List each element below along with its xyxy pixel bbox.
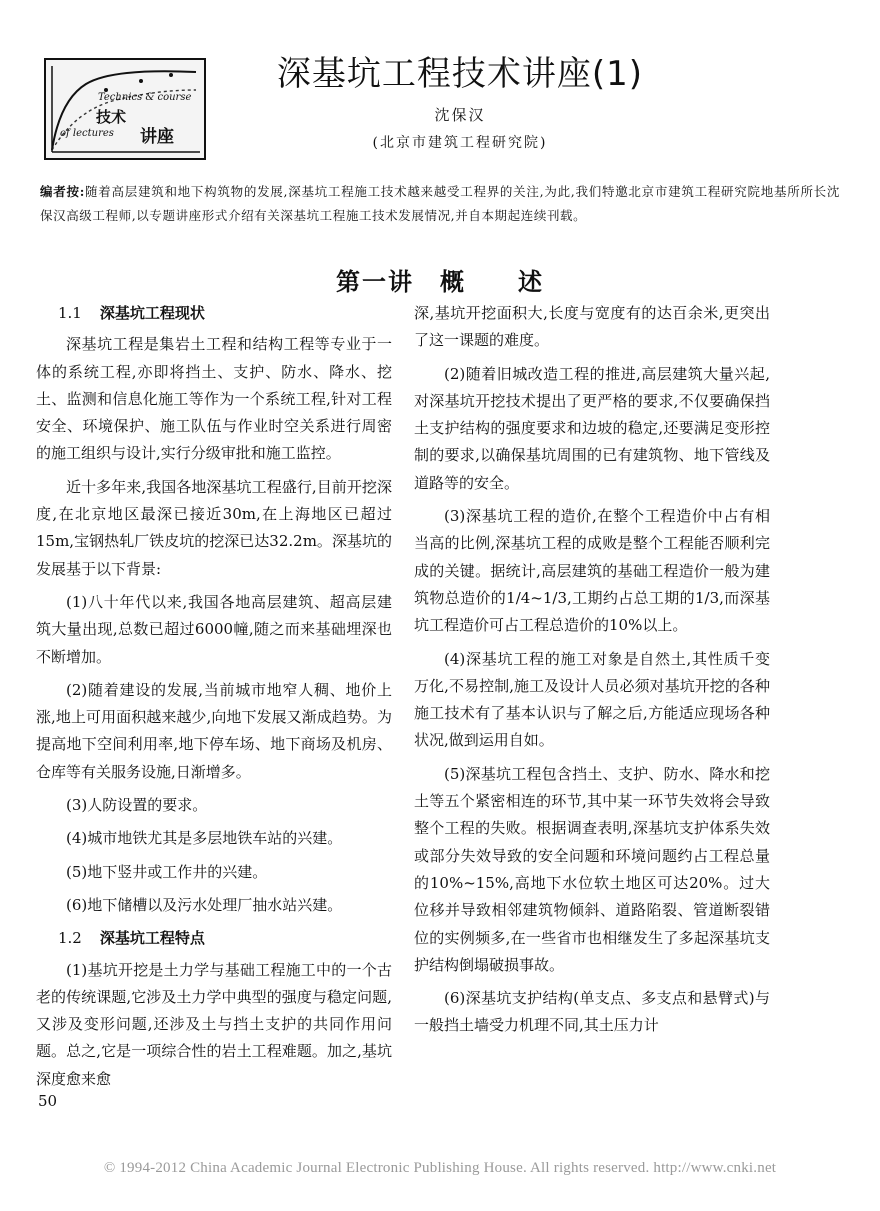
lecture-heading: 第一讲 概 述	[336, 268, 544, 296]
logo-english-line1: Technics & course	[98, 92, 192, 103]
body-paragraph: (6)深基坑支护结构(单支点、多支点和悬臂式)与一般挡土墙受力机理不同,其土压力计	[414, 989, 770, 1035]
logo-chinese-line2: 讲座	[140, 127, 174, 147]
body-paragraph: (6)地下储槽以及污水处理厂抽水站兴建。	[66, 895, 343, 914]
editor-note-lead: 编者按:	[40, 184, 85, 199]
section-heading	[36, 925, 392, 952]
body-paragraph: (4)城市地铁尤其是多层地铁车站的兴建。	[66, 829, 343, 848]
copyright-footer: © 1994-2012 China Academic Journal Electronic Publishing House. All rights reserved. http://www.cnki.net	[103, 1160, 777, 1176]
section-title: 深基坑工程特点	[99, 929, 205, 948]
body-paragraph: 深基坑工程是集岩土工程和结构工程等专业于一体的系统工程,亦即将挡土、支护、防水、降水、挖土、监测和信息化施工等作为一个系统工程,针对工程安全、环境保护、施工队伍与作业时空关系进行周密的施工组织与设计,实行分级审批和施工监控。	[36, 335, 392, 463]
author-name: 沈保汉	[434, 106, 486, 124]
body-paragraph: (1)八十年代以来,我国各地高层建筑、超高层建筑大量出现,总数已超过6000幢,随之而来基础埋深也不断增加。	[36, 592, 392, 666]
body-paragraph: (2)随着建设的发展,当前城市地窄人稠、地价上涨,地上可用面积越来越少,向地下发展又渐成趋势。为提高地下空间利用率,地下停车场、地下商场及机房、仓库等有关服务设施,日渐增多。	[36, 680, 392, 781]
author-affiliation: (北京市建筑工程研究院)	[372, 135, 548, 151]
body-paragraph: (4)深基坑工程的施工对象是自然土,其性质千变万化,不易控制,施工及设计人员必须对基坑开挖的各种施工技术有了基本认识与了解之后,方能适应现场各种状况,做到运用自如。	[414, 649, 770, 750]
body-paragraph: 近十多年来,我国各地深基坑工程盛行,目前开挖深度,在北京地区最深已接近30m,在上海地区已超过15m,宝钢热轧厂铁皮坑的挖深已达32.2m。深基坑的发展基于以下背景:	[36, 477, 392, 578]
body-paragraph: (3)人防设置的要求。	[66, 796, 208, 815]
right-text-column	[414, 300, 770, 1046]
body-paragraph: (1)基坑开挖是土力学与基础工程施工中的一个古老的传统课题,它涉及土力学中典型的强度与稳定问题,又涉及变形问题,还涉及土与挡土支护的共同作用问题。总之,它是一项综合性的岩土工程难题。加之,基坑深度愈来愈	[36, 960, 392, 1088]
section-number: 1.1	[58, 304, 82, 322]
left-text-column	[36, 300, 392, 1099]
body-paragraph: (3)深基坑工程的造价,在整个工程造价中占有相当高的比例,深基坑工程的成败是整个工程能否顺利完成的关键。据统计,高层建筑的基础工程造价一般为建筑物总造价的1/4~1/3,工期约占总工期的1/3,而深基坑工程造价可占工程总造价的10%以上。	[414, 507, 770, 635]
section-title: 深基坑工程现状	[99, 304, 205, 322]
body-paragraph: (5)深基坑工程包含挡土、支护、防水、降水和挖土等五个紧密相连的环节,其中某一环节失效将会导致整个工程的失败。根据调查表明,深基坑支护体系失效或部分失效导致的安全问题和环境问题约占工程总量的10%~15%,高地下水位软土地区可达20%。过大位移并导致相邻建筑物倾斜、道路陷裂、管道断裂错位的实例频多,在一些省市也相继发生了多起深基坑支护结构倒塌破损事故。	[414, 764, 770, 974]
logo-english-line2: of lectures	[60, 128, 114, 139]
editor-note	[40, 180, 840, 228]
page-number: 50	[38, 1092, 58, 1110]
body-paragraph: (2)随着旧城改造工程的推进,高层建筑大量兴起,对深基坑开挖技术提出了更严格的要求,不仅要确保挡土支护结构的强度要求和边坡的稳定,还要满足变形控制的要求,以确保基坑周围的已有建筑物、地下管线及道路等的安全。	[414, 364, 770, 492]
body-paragraph: 深,基坑开挖面积大,长度与宽度有的达百余米,更突出了这一课题的难度。	[414, 304, 770, 350]
section-number: 1.2	[58, 929, 82, 948]
logo-chinese-line1: 技术	[96, 108, 127, 126]
section-heading	[36, 300, 392, 327]
editor-note-text: 随着高层建筑和地下构筑物的发展,深基坑工程施工技术越来越受工程界的关注,为此,我们特邀北京市建筑工程研究院地基所所长沈保汉高级工程师,以专题讲座形式介绍有关深基坑工程施工技术发展情况,并自本期起连续刊载。	[40, 184, 841, 223]
article-title: 深基坑工程技术讲座(1)	[276, 54, 644, 94]
body-paragraph: (5)地下竖井或工作井的兴建。	[66, 862, 268, 881]
